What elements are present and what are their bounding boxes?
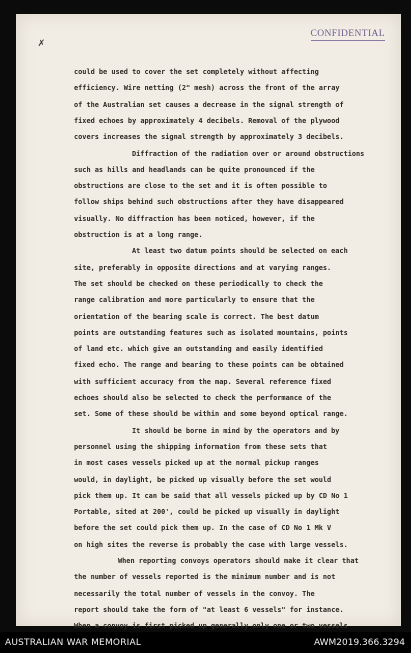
punch-mark-icon: ✗ [38, 36, 45, 49]
document-line: on high sites the reverse is probably the case with large vessels. [74, 540, 348, 549]
document-line: of land etc. which give an outstanding and easily identified [74, 345, 323, 354]
document-line: follow ships behind such obstructions after they have disappeared [74, 198, 344, 207]
document-line: At least two datum points should be selected on each [132, 247, 348, 256]
document-line: When a convoy is first picked up generally only one or two vessels [74, 622, 348, 631]
document-line: covers increases the signal strength by approximately 3 decibels. [74, 133, 344, 142]
document-line: points are outstanding features such as isolated mountains, points [74, 328, 348, 337]
document-line: pick them up. It can be said that all vessels picked up by CD No 1 [74, 491, 348, 500]
document-line: range calibration and more particularly to ensure that the [74, 296, 315, 305]
document-line: the number of vessels reported is the minimum number and is not [74, 573, 336, 582]
document-line: It should be borne in mind by the operators and by [132, 426, 340, 435]
document-line: orientation of the bearing scale is correct. The best datum [74, 312, 319, 321]
document-line: echoes should also be selected to check the performance of the [74, 394, 332, 402]
document-line: before the set could pick them up. In the case of CD No 1 Mk V [74, 524, 332, 533]
document-line: would, in daylight, be picked up visually before the set would [74, 475, 332, 484]
footer-bar [0, 632, 411, 653]
document-line: visually. No diffraction has been noticed, however, if the [74, 214, 315, 223]
document-line: efficiency. Wire netting (2" mesh) across the front of the array [74, 84, 340, 93]
document-line: fixed echo. The range and bearing to these points can be obtained [74, 361, 344, 370]
classification-stamp: CONFIDENTIAL [310, 29, 385, 39]
reference-number: AWM2019.366.3294 [313, 638, 405, 648]
document-line: The set should be checked on these periodically to check the [74, 279, 323, 288]
document-line: Diffraction of the radiation over or around obstructions [132, 149, 365, 158]
document-line: could be used to cover the set completely without affecting [74, 68, 319, 76]
document-line: such as hills and headlands can be quite pronounced if the [74, 165, 315, 174]
document-line: obstruction is at a long range. [74, 231, 203, 239]
institution-label: AUSTRALIAN WAR MEMORIAL [5, 638, 142, 648]
document-line: report should take the form of "at least 6 vessels" for instance. [74, 605, 344, 614]
document-line: When reporting convoys operators should make it clear that [118, 557, 359, 565]
document-line: in most cases vessels picked up at the normal pickup ranges [74, 459, 319, 468]
document-line: site, preferably in opposite directions and at varying ranges. [74, 263, 332, 272]
document-line: necessarily the total number of vessels in the convoy. The [74, 589, 315, 598]
document-line: obstructions are close to the set and it is often possible to [74, 182, 328, 191]
document-line: personnel using the shipping information from these sets that [74, 442, 328, 451]
document-body [74, 54, 392, 631]
document-line: fixed echoes by approximately 4 decibels. Removal of the plywood [74, 116, 340, 125]
document-line: set. Some of these should be within and some beyond optical range. [74, 410, 348, 419]
document-line: with sufficient accuracy from the map. Several reference fixed [74, 377, 332, 386]
document-page [16, 14, 401, 631]
document-line: Portable, sited at 200', could be picked up visually in daylight [74, 508, 340, 517]
document-line: of the Australian set causes a decrease in the signal strength of [74, 100, 344, 109]
